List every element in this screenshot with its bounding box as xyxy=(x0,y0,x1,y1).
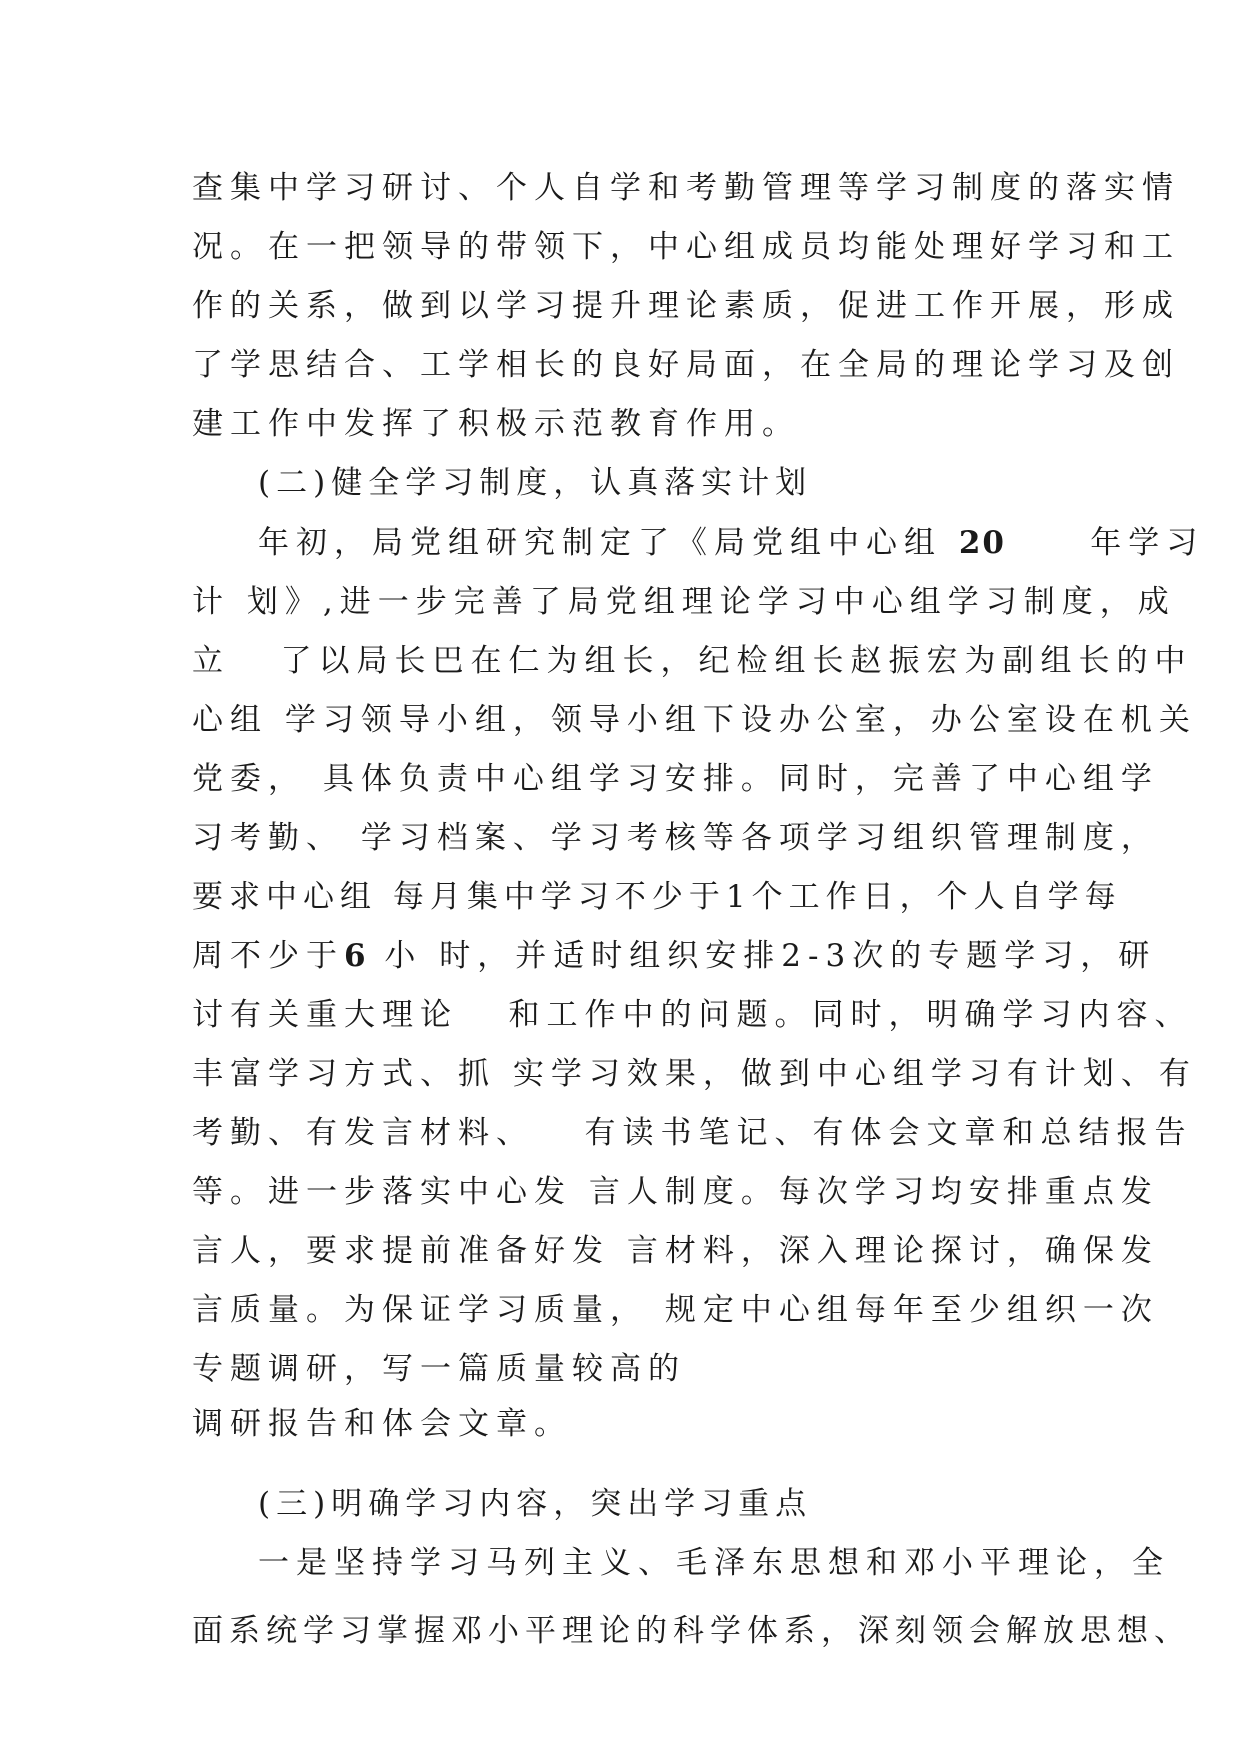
paragraph-line: 要求中心组 每月集中学习不少于1个工作日，个人自学每 xyxy=(192,879,1122,915)
paragraph-line: 计 划》,进一步完善了局党组理论学习中心组学习制度，成 xyxy=(192,584,1176,620)
text-run: 小 时，并适时组织安排2-3次的专题学习，研 xyxy=(367,938,1157,974)
section-heading: (二)健全学习制度，认真落实计划 xyxy=(258,465,813,501)
section-heading: (三)明确学习内容，突出学习重点 xyxy=(258,1486,813,1522)
paragraph-line: 了学思结合、工学相长的良好局面，在全局的理论学习及创 xyxy=(192,347,1180,383)
paragraph-line: 言人，要求提前准备好发 言材料，深入理论探讨，确保发 xyxy=(192,1233,1159,1269)
paragraph-line: 讨有关重大理论 和工作中的问题。同时，明确学习内容、 xyxy=(192,997,1193,1033)
paragraph-line: 丰富学习方式、抓 实学习效果，做到中心组学习有计划、有 xyxy=(192,1056,1197,1092)
text-run: 20 xyxy=(958,525,1006,561)
text-run: 周不少于 xyxy=(192,938,344,974)
paragraph-line: 习考勤、 学习档案、学习考核等各项学习组织管理制度， xyxy=(192,820,1159,856)
paragraph-line: 一是坚持学习马列主义、毛泽东思想和邓小平理论，全 xyxy=(258,1545,1170,1581)
text-run: 6 xyxy=(344,938,368,974)
paragraph-line: 专题调研，写一篇质量较高的 xyxy=(192,1351,686,1387)
paragraph-line: 调研报告和体会文章。 xyxy=(192,1406,572,1442)
paragraph-line xyxy=(192,934,1156,978)
paragraph-line: 心组 学习领导小组，领导小组下设办公室，办公室设在机关 xyxy=(192,702,1197,738)
paragraph-line: 面系统学习掌握邓小平理论的科学体系，深刻领会解放思想、 xyxy=(192,1613,1191,1649)
paragraph-line: 况。在一把领导的带领下，中心组成员均能处理好学习和工 xyxy=(192,229,1180,265)
paragraph-line: 考勤、有发言材料、 有读书笔记、有体会文章和总结报告 xyxy=(192,1115,1193,1151)
paragraph-line: 建工作中发挥了积极示范教育作用。 xyxy=(192,406,800,442)
text-run: 年初，局党组研究制定了《局党组中心组 xyxy=(258,525,959,561)
paragraph-line: 立 了以局长巴在仁为组长，纪检组长赵振宏为副组长的中 xyxy=(192,643,1193,679)
paragraph-line: 等。进一步落实中心发 言人制度。每次学习均安排重点发 xyxy=(192,1174,1159,1210)
paragraph-line: 查集中学习研讨、个人自学和考勤管理等学习制度的落实情 xyxy=(192,170,1180,206)
paragraph-line: 作的关系，做到以学习提升理论素质，促进工作开展，形成 xyxy=(192,288,1180,324)
paragraph-line xyxy=(258,521,1204,565)
text-run: 年学习 xyxy=(1006,525,1205,561)
paragraph-line: 言质量。为保证学习质量， 规定中心组每年至少组织一次 xyxy=(192,1292,1159,1328)
paragraph-line: 党委， 具体负责中心组学习安排。同时，完善了中心组学 xyxy=(192,761,1159,797)
